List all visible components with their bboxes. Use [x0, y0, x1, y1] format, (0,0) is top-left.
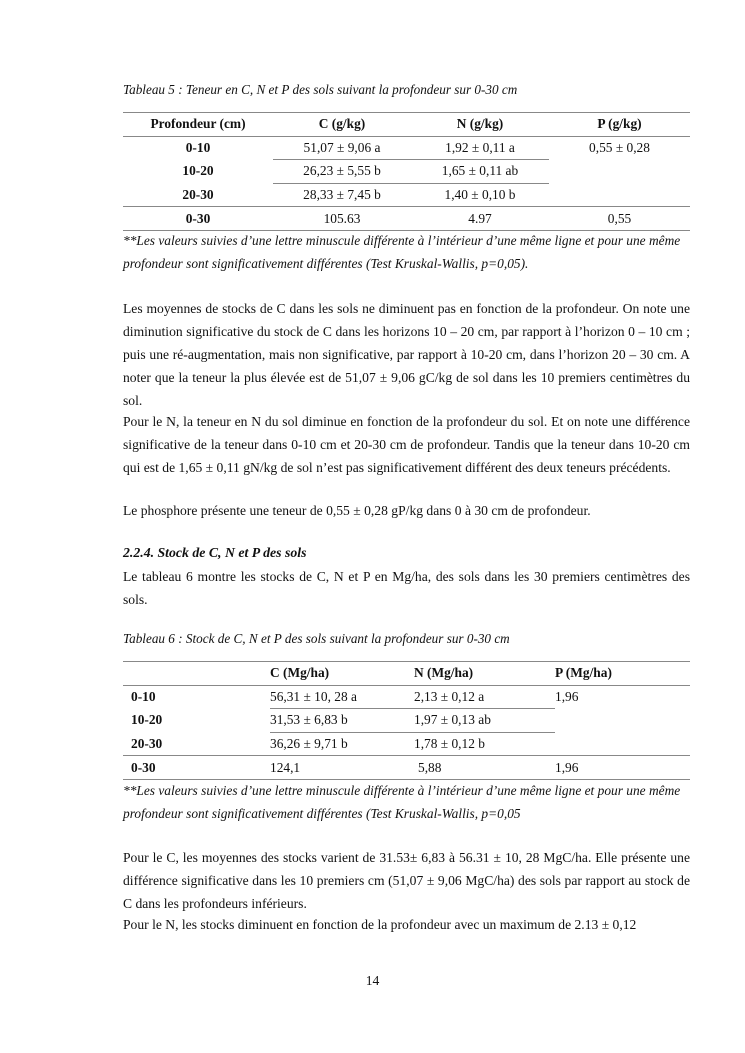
table6-header-depth [123, 662, 270, 686]
table6-total-depth: 0-30 [123, 756, 270, 780]
table6-header-c: C (Mg/ha) [270, 662, 414, 686]
table6-total-p: 1,96 [555, 756, 690, 780]
table6-depth-cell: 10-20 [131, 712, 163, 728]
page-number: 14 [365, 973, 380, 988]
table5-header-c: C (g/kg) [273, 113, 411, 137]
table5-total-row [123, 207, 690, 231]
table5-header-depth: Profondeur (cm) [123, 113, 273, 137]
table5-c-cell: 28,33 ± 7,45 b [303, 187, 381, 203]
table5-n-cell: 1,40 ± 0,10 b [444, 187, 516, 203]
paragraph-carbon-content: Les moyennes de stocks de C dans les sols ne diminuent pas en fonction de la profondeur. On note une diminution significative du stock de C dans les horizons 10 – 20 cm, par rapport à l’horizon 0 – 10 cm ; puis une ré-augmentation, mais non significative, par rapport à 10-20 cm, dans l’horizon 20 – 30 cm. A noter que la teneur la plus élevée est de 51,07 ± 9,06 gC/kg de sol dans les 10 premiers centimètres du sol. [123, 301, 690, 408]
table6-n-cell: 1,97 ± 0,13 ab [414, 709, 555, 733]
paragraph-nitrogen-stock: Pour le N, les stocks diminuent en fonction de la profondeur avec un maximum de 2.13 ± 0,12 [123, 917, 637, 932]
table5-total-depth: 0-30 [123, 207, 273, 231]
table6-header-row [123, 662, 690, 686]
table5-c-cell: 26,23 ± 5,55 b [273, 160, 411, 184]
table6-n-cell: 1,78 ± 0,12 b [414, 736, 485, 752]
table6-total-row [123, 756, 690, 780]
table6-note: **Les valeurs suivies d’une lettre minuscule différente à l’intérieur d’une même ligne et pour une même profondeur sont significativement différentes (Test Kruskal-Wallis, p=0,05 [123, 783, 681, 821]
table5-total-c: 105.63 [273, 207, 411, 231]
table6 [123, 661, 690, 780]
table5-depth-cell: 0-10 [185, 140, 211, 156]
section-heading: 2.2.4. Stock de C, N et P des sols [123, 545, 307, 560]
paragraph-nitrogen-content: Pour le N, la teneur en N du sol diminue en fonction de la profondeur du sol. Et on note une différence significative de la teneur dans 0-10 cm et 20-30 cm de profondeur. Tandis que la teneur dans 10-20 cm qui est de 1,65 ± 0,11 gN/kg de sol n’est pas significativement différent des deux teneurs précédents. [123, 414, 690, 475]
table6-p-merged-cell: 1,96 [555, 688, 579, 704]
table6-total-n: 5,88 [414, 756, 555, 780]
table5-n-cell: 1,92 ± 0,11 a [411, 136, 549, 160]
table-row [123, 136, 690, 160]
table5-header-n: N (g/kg) [411, 113, 549, 137]
paragraph-table6-intro: Le tableau 6 montre les stocks de C, N et P en Mg/ha, des sols dans les 30 premiers centimètres des sols. [123, 569, 690, 607]
table-row [123, 685, 690, 709]
table5-total-n: 4.97 [411, 207, 549, 231]
table6-c-cell: 31,53 ± 6,83 b [270, 709, 414, 733]
table5-caption: Tableau 5 : Teneur en C, N et P des sols suivant la profondeur sur 0-30 cm [123, 82, 518, 97]
table5-header-row [123, 113, 690, 137]
table5-p-merged-cell: 0,55 ± 0,28 [589, 139, 650, 155]
paragraph-carbon-stock: Pour le C, les moyennes des stocks varient de 31.53± 6,83 à 56.31 ± 10, 28 MgC/ha. Elle présente une différence significative dans les 10 premiers cm (51,07 ± 9,06 MgC/ha) des sols par rapport au stock de C dans les profondeurs inférieurs. [123, 850, 690, 911]
table5-depth-cell: 10-20 [182, 163, 214, 179]
table6-n-cell: 2,13 ± 0,12 a [414, 685, 555, 709]
table5-depth-cell: 20-30 [182, 186, 214, 202]
table6-c-cell: 36,26 ± 9,71 b [270, 736, 348, 752]
table5-total-p: 0,55 [549, 207, 690, 231]
table6-header-p: P (Mg/ha) [555, 662, 690, 686]
table5-note: **Les valeurs suivies d’une lettre minuscule différente à l’intérieur d’une même ligne et pour une même profondeur sont significativement différentes (Test Kruskal-Wallis, p=0,05). [123, 233, 681, 271]
table5 [123, 112, 690, 231]
table6-depth-cell: 20-30 [131, 735, 163, 751]
table5-c-cell: 51,07 ± 9,06 a [273, 136, 411, 160]
table6-total-c: 124,1 [270, 756, 414, 780]
table6-depth-cell: 0-10 [131, 689, 156, 705]
table6-header-n: N (Mg/ha) [414, 662, 555, 686]
paragraph-phosphorus-content: Le phosphore présente une teneur de 0,55 ± 0,28 gP/kg dans 0 à 30 cm de profondeur. [123, 503, 591, 518]
table5-header-p: P (g/kg) [549, 113, 690, 137]
table6-caption: Tableau 6 : Stock de C, N et P des sols suivant la profondeur sur 0-30 cm [123, 631, 510, 646]
table6-c-cell: 56,31 ± 10, 28 a [270, 685, 414, 709]
table5-n-cell: 1,65 ± 0,11 ab [411, 160, 549, 184]
